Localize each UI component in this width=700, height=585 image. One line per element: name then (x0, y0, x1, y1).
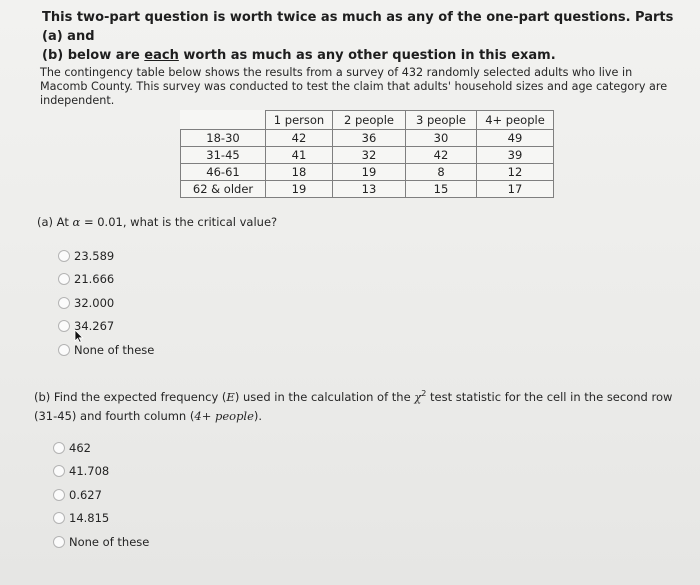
option-label: 462 (69, 440, 91, 455)
option-label: 32.000 (74, 295, 115, 310)
prompt-text: = 0.01, what is the critical value? (80, 215, 278, 229)
prompt-text: ) used in the calculation of the (234, 389, 415, 404)
option-0-627[interactable] (53, 483, 149, 507)
option-label: 23.589 (74, 248, 115, 263)
option-23-589[interactable] (58, 244, 154, 268)
header-text: (b) below are (42, 48, 145, 63)
table-header-row (181, 111, 554, 130)
row-label: 46-61 (181, 164, 266, 181)
table-row (181, 164, 554, 181)
header-text: worth as much as any other question in this exam. (178, 48, 556, 63)
header-emphasis: each (144, 48, 179, 63)
table-cell: 18 (266, 164, 333, 181)
option-32-000[interactable] (58, 291, 154, 315)
intro-paragraph: The contingency table below shows the results from a survey of 432 randomly selected adults who live in Macomb County. This survey was conducted to test the claim that adults' household sizes and age category are independent. (40, 66, 668, 107)
radio-button[interactable] (53, 512, 65, 524)
table-cell: 30 (406, 130, 477, 147)
e-variable: E (226, 389, 235, 404)
radio-button[interactable] (53, 489, 65, 501)
question-header (42, 8, 682, 65)
table-cell: 42 (266, 130, 333, 147)
prompt-text: test statistic for the cell in the second row (31-45) and fourth column ( (34, 389, 673, 423)
table-cell: 36 (333, 130, 406, 147)
column-header: 4+ people (477, 111, 554, 130)
table-cell: 41 (266, 147, 333, 164)
radio-button[interactable] (58, 320, 70, 332)
radio-button[interactable] (58, 250, 70, 262)
option-41-708[interactable] (53, 460, 149, 484)
table-cell: 13 (333, 181, 406, 198)
row-label: 31-45 (181, 147, 266, 164)
table-corner (181, 111, 266, 130)
option-14-815[interactable] (53, 507, 149, 531)
option-label: 0.627 (69, 487, 102, 502)
option-462[interactable] (53, 436, 149, 460)
option-34-267[interactable] (58, 315, 154, 339)
radio-button[interactable] (58, 273, 70, 285)
radio-button[interactable] (58, 344, 70, 356)
option-label: None of these (69, 534, 150, 549)
option-none-b[interactable] (53, 530, 149, 554)
prompt-text: ). (253, 408, 263, 423)
prompt-text: (b) Find the expected frequency ( (34, 389, 227, 404)
table-cell: 15 (406, 181, 477, 198)
option-label: None of these (74, 342, 155, 357)
alpha-symbol: α (72, 215, 81, 229)
contingency-table (180, 110, 554, 198)
column-header: 2 people (333, 111, 406, 130)
option-label: 34.267 (74, 319, 115, 334)
table-cell: 49 (477, 130, 554, 147)
header-line-2 (42, 46, 682, 65)
part-b-prompt (34, 384, 684, 426)
option-21-666[interactable] (58, 268, 154, 292)
table-row (181, 147, 554, 164)
table-row (181, 181, 554, 198)
option-label: 14.815 (69, 511, 110, 526)
table-cell: 32 (333, 147, 406, 164)
table-cell: 17 (477, 181, 554, 198)
radio-button[interactable] (53, 465, 65, 477)
radio-button[interactable] (53, 536, 65, 548)
chi-symbol: χ (414, 389, 422, 404)
table-cell: 42 (406, 147, 477, 164)
column-header: 3 people (406, 111, 477, 130)
option-label: 21.666 (74, 272, 115, 287)
part-a-options (58, 244, 154, 362)
row-label: 18-30 (181, 130, 266, 147)
table-cell: 19 (333, 164, 406, 181)
chi-exponent: 2 (421, 389, 427, 398)
table-cell: 12 (477, 164, 554, 181)
part-b-options (53, 436, 149, 554)
option-none-a[interactable] (58, 338, 154, 362)
row-label: 62 & older (181, 181, 266, 198)
mouse-cursor-icon (74, 329, 84, 343)
table-row (181, 130, 554, 147)
table-cell: 8 (406, 164, 477, 181)
radio-button[interactable] (53, 442, 65, 454)
prompt-text: (a) At (37, 215, 73, 229)
option-label: 41.708 (69, 464, 110, 479)
column-header: 1 person (266, 111, 333, 130)
column-reference: 4+ people (194, 408, 254, 423)
radio-button[interactable] (58, 297, 70, 309)
part-a-prompt (37, 215, 277, 229)
header-line-1: This two-part question is worth twice as much as any of the one-part questions. Parts (a) and (42, 10, 674, 44)
table-cell: 39 (477, 147, 554, 164)
table-cell: 19 (266, 181, 333, 198)
